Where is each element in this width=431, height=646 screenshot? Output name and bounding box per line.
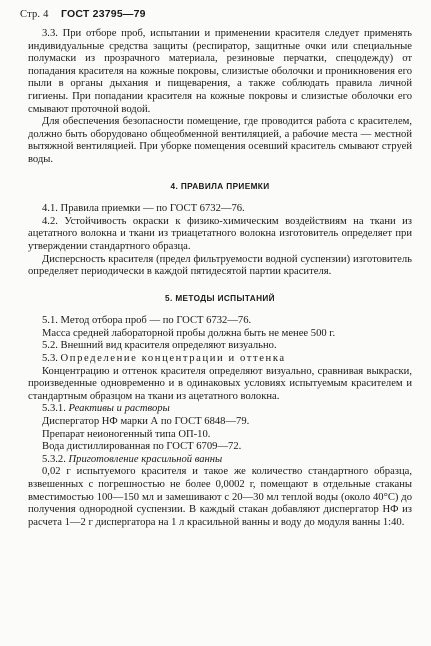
paragraph-dye-bath: 0,02 г испытуемого красителя и такое же количество стандартного образца, взвешенных с погрешностью не более 0,0002 г, помещают в отдельные стаканы вместимостью 100—150 мл и замешивают с 20—30 мл теплой воды (около 40°С) до получения однородной суспензии. В каждый стакан добавляют диспергатор НФ из расчета 1—2 г диспергатора на 1 л красильной ванны и воду до модуля ванны 1:40.	[28, 466, 412, 528]
section-heading-acceptance: 4. ПРАВИЛА ПРИЕМКИ	[170, 181, 270, 191]
paragraph-concentration: Концентрацию и оттенок красителя определяют визуально, сравнивая выкраски, произведенные одновременно и в одинаковых условиях испытуемым красителем и стандартным образцом на ткани из ацетатного волокна.	[28, 365, 412, 402]
section-heading-test-methods: 5. МЕТОДЫ ИСПЫТАНИЙ	[165, 293, 275, 303]
standard-number: ГОСТ 23795—79	[61, 8, 146, 20]
clause-number: 5.3.	[42, 353, 58, 365]
paragraph-dispersity: Дисперсность красителя (предел фильтруемости водной суспензии) изготовитель определяет периодически в каждой пятидесятой партии красителя.	[28, 253, 412, 278]
clause-number: 5.3.1.	[42, 403, 66, 415]
italic-clause-title: Реактивы и растворы	[68, 403, 170, 415]
paragraph-dispersant: Диспергатор НФ марки А по ГОСТ 6848—79.	[42, 416, 250, 428]
paragraph-5-3-1	[28, 403, 412, 416]
paragraph-safety: Для обеспечения безопасности помещение, где проводится работа с красителем, должно быть оборудовано общеобменной вентиляцией, а рабочие места — местной вытяжной вентиляцией. При уборке помещения осевший краситель смывают струей воды.	[28, 116, 412, 165]
page-header	[20, 8, 146, 20]
paragraph-4-2: 4.2. Устойчивость окраски к физико-химическим воздействиям на ткани из ацетатного волокна и ткани из триацетатного волокна изготовитель определяет при утверждении стандартного образца.	[28, 215, 412, 252]
paragraph-5-3-2	[28, 454, 412, 467]
paragraph-water: Вода дистиллированная по ГОСТ 6709—72.	[42, 441, 242, 453]
paragraph-preparation: Препарат неионогенный типа ОП-10.	[42, 428, 211, 440]
paragraph-4-1: 4.1. Правила приемки — по ГОСТ 6732—76.	[42, 203, 245, 215]
document-body	[28, 28, 412, 529]
italic-clause-title: Приготовление красильной ванны	[68, 453, 223, 465]
clause-number: 5.3.2.	[42, 453, 66, 465]
paragraph-5-2: 5.2. Внешний вид красителя определяют визуально.	[42, 340, 277, 352]
paragraph-3-3: 3.3. При отборе проб, испытании и применении красителя следует применять индивидуальные средства защиты (респиратор, защитные очки или специальные полумаски из прозрачного материала, резиновые перчатки, спецодежду) от попадания красителя на кожные покровы, слизистые оболочки и проникновения его пыли в органы дыхания и пищеварения, а также соблюдать правила личной гигиены. При попадании красителя на кожные покровы и слизистые оболочки его смывают проточной водой.	[28, 28, 412, 115]
paragraph-5-3	[28, 353, 412, 366]
paragraph-sample-mass: Масса средней лабораторной пробы должна быть не менее 500 г.	[42, 327, 336, 339]
page-number: Стр. 4	[20, 9, 49, 20]
spaced-clause-title: Определение концентрации и оттенка	[60, 353, 286, 365]
paragraph-5-1: 5.1. Метод отбора проб — по ГОСТ 6732—76.	[42, 315, 252, 327]
